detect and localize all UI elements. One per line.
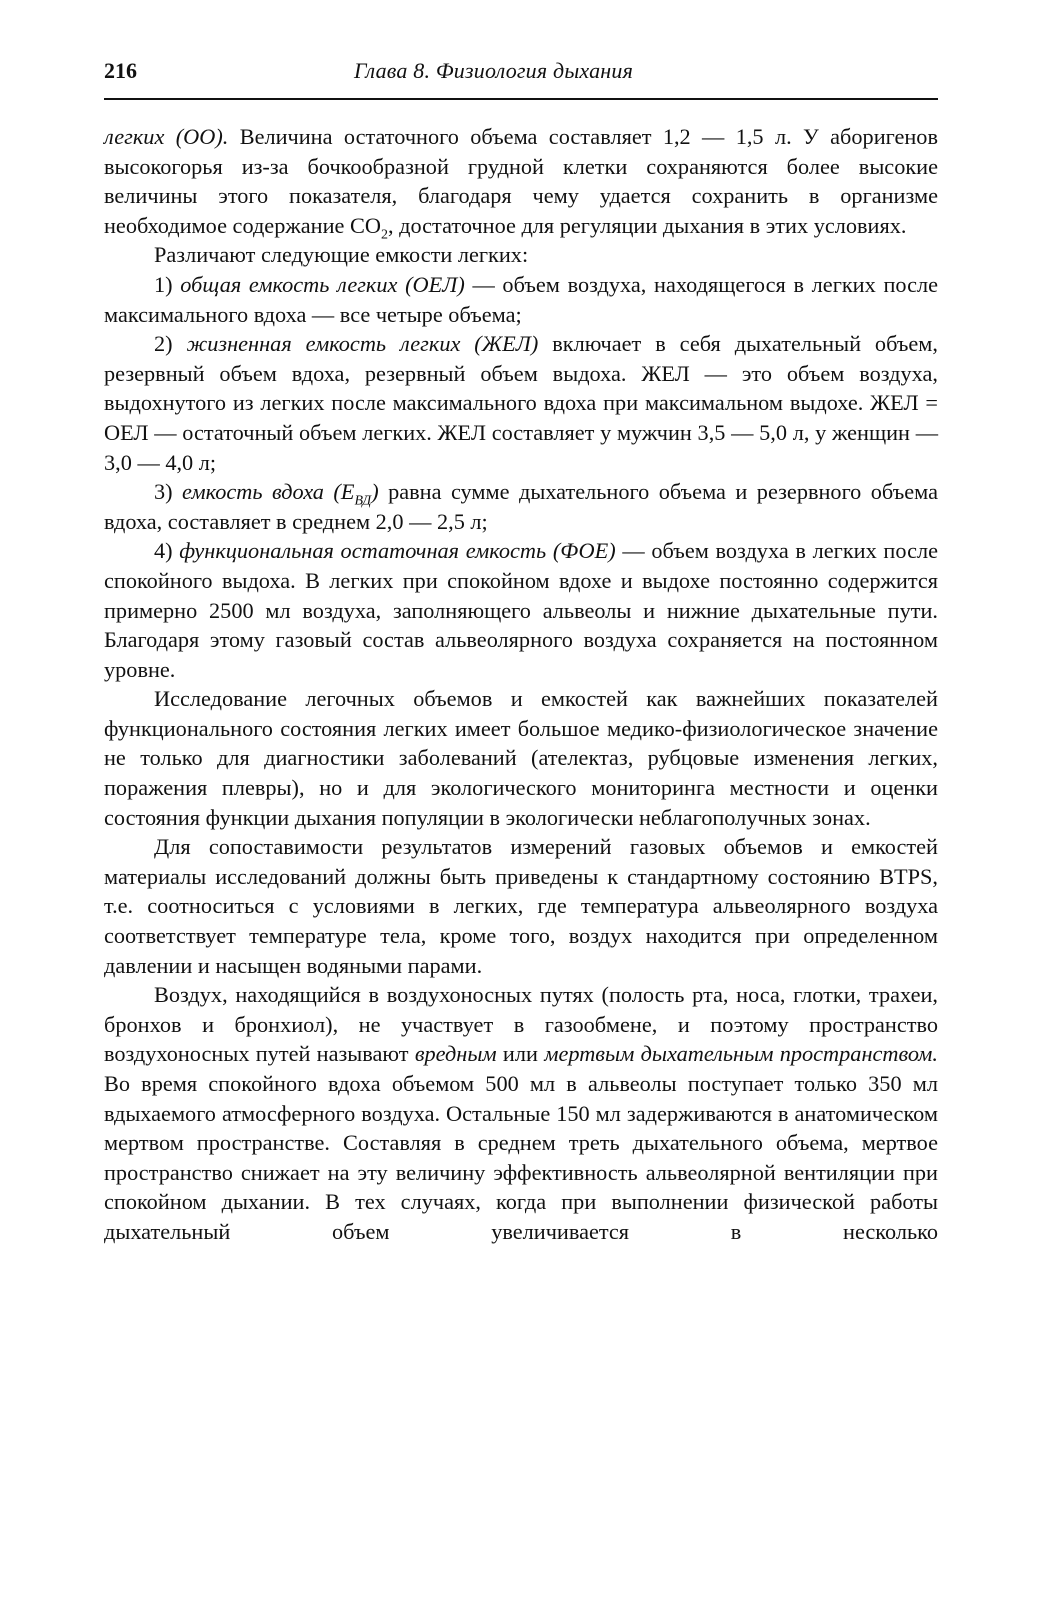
text-run: включает в себя дыхательный объем, резервный объем вдоха, резервный объем выдоха. ЖЕЛ — это объем воздуха, выдохнутого из легких после максимального вдоха при максимальном выдохе. ЖЕЛ = ОЕЛ — остаточный объем легких. ЖЕЛ составляет у мужчин 3,5 — 5,0 л, у женщин — 3,0 — 4,0 л; xyxy=(104,331,938,475)
list-item xyxy=(104,536,938,684)
body-text xyxy=(104,122,938,1247)
italic-term: жизненная емкость легких (ЖЕЛ) xyxy=(186,331,539,357)
text-run: Величина остаточного объема составляет 1,2 — 1,5 л. У аборигенов высокогорья из-за бочкообразной грудной клетки сохраняются более высокие величины этого показателя, благодаря чему удается сохранить в организме необходимое содержание СО xyxy=(104,124,938,238)
text-run: 3) xyxy=(154,479,183,505)
paragraph xyxy=(104,240,938,270)
text-run: 2 xyxy=(380,227,388,243)
text-run: — объем воздуха в легких после спокойного выдоха. В легких при спокойном вдохе и выдохе постоянно содержится примерно 2500 мл воздуха, заполняющего альвеолы и нижние дыхательные пути. Благодаря этому газовый состав альвеолярного воздуха сохраняется на постоянном уровне. xyxy=(104,538,938,682)
page-header xyxy=(104,58,938,100)
book-page xyxy=(104,58,938,1247)
running-title: Глава 8. Физиология дыхания xyxy=(354,58,634,83)
text-run: равна сумме дыхательного объема и резервного объема вдоха, составляет в среднем 2,0 — 2,5 л; xyxy=(104,479,939,534)
text-run: — объем воздуха, находящегося в легких после максимального вдоха — все четыре объема; xyxy=(104,271,938,327)
paragraph xyxy=(104,684,938,832)
paragraph xyxy=(104,832,938,980)
text-run: Воздух, находящийся в воздухоносных путях (полость рта, носа, глотки, трахеи, бронхов и бронхиол), не участвует в газообмене, и поэтому пространство воздухоносных путей называют xyxy=(104,982,938,1067)
text-run: или xyxy=(496,1041,545,1067)
italic-term: мертвым дыхательным пространством. xyxy=(544,1041,938,1067)
list-item xyxy=(104,270,938,329)
text-run: 1) xyxy=(154,271,181,297)
text-run: , достаточное для регуляции дыхания в этих условиях. xyxy=(387,212,907,238)
text-run: 4) xyxy=(154,538,180,564)
list-item xyxy=(104,329,938,477)
paragraph xyxy=(104,122,938,243)
text-run: 2) xyxy=(154,331,187,357)
italic-term: емкость вдоха (Е xyxy=(182,479,355,505)
text-run: Во время спокойного вдоха объемом 500 мл в альвеолы поступает только 350 мл вдыхаемого атмосферного воздуха. Остальные 150 мл задерживаются в анатомическом мертвом пространстве. Составляя в среднем треть дыхательного объема, мертвое пространство снижает на эту величину эффективность альвеолярной вентиляции при спокойном дыхании. В тех случаях, когда при выполнении физической работы дыхательный объем увеличивается в несколько xyxy=(104,1071,938,1244)
italic-term: функциональная остаточная емкость (ФОЕ) xyxy=(179,538,616,564)
italic-term: общая емкость легких (ОЕЛ) xyxy=(180,271,465,297)
text-run: Различают следующие емкости легких: xyxy=(154,242,529,268)
italic-term: легких (ОО). xyxy=(104,124,229,149)
list-item xyxy=(104,477,938,536)
text-run: Для сопоставимости результатов измерений газовых объемов и емкостей материалы исследований должны быть приведены к стандартному состоянию BTPS, т.е. соотноситься с условиями в легких, где температура альвеолярного воздуха соответствует температуре тела, кроме того, воздух находится при определенном давлении и насыщен водяными парами. xyxy=(104,834,938,978)
italic-term: вредным xyxy=(414,1041,497,1067)
page-number: 216 xyxy=(104,58,137,83)
italic-term: ) xyxy=(371,479,379,505)
text-run: Исследование легочных объемов и емкостей как важнейших показателей функционального состояния легких имеет большое медико-физиологическое значение не только для диагностики заболеваний (ателектаз, рубцовые изменения легких, поражения плевры), но и для экологического мониторинга местности и оценки состояния функции дыхания популяции в экологически неблагополучных зонах. xyxy=(104,686,938,830)
paragraph xyxy=(104,980,938,1246)
italic-term: ВД xyxy=(354,493,372,509)
